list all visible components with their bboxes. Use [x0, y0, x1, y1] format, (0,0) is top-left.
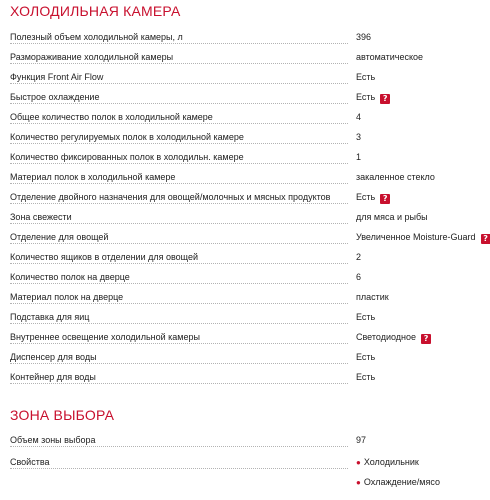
spec-value: [356, 131, 361, 143]
spec-row: [10, 109, 480, 129]
spec-label: Количество ящиков в отделении для овощей: [10, 252, 199, 262]
bullet-icon: ●: [356, 478, 361, 487]
dotted-separator: [10, 303, 348, 304]
spec-label: Количество регулируемых полок в холодильной камере: [10, 132, 244, 142]
spec-label: Количество полок на дверце: [10, 272, 130, 282]
spec-label: Объем зоны выбора: [10, 435, 96, 445]
spec-value-text: 4: [356, 112, 362, 122]
help-icon[interactable]: ?: [380, 194, 390, 204]
spec-value-text: закаленное стекло: [356, 172, 435, 182]
spec-row: [10, 289, 480, 309]
spec-value: [356, 71, 375, 83]
spec-label: Количество фиксированных полок в холодильн. камере: [10, 152, 244, 162]
spec-value-text: автоматическое: [356, 52, 424, 62]
dotted-separator: [10, 343, 348, 344]
spec-value-text: Есть: [356, 192, 376, 202]
spec-row: [10, 309, 480, 329]
spec-value: [356, 271, 361, 283]
dotted-separator: [10, 203, 348, 204]
spec-value-text: Есть: [356, 312, 376, 322]
spec-label: Материал полок на дверце: [10, 292, 124, 302]
help-icon[interactable]: ?: [481, 234, 490, 244]
dotted-separator: [10, 263, 348, 264]
spec-value: [356, 191, 390, 204]
spec-value-text: Есть: [356, 72, 376, 82]
spec-row-zone-properties-continued: [10, 474, 480, 494]
spec-value: [356, 111, 361, 123]
dotted-separator: [10, 43, 348, 44]
dotted-separator: [10, 63, 348, 64]
spec-value: 97: [356, 435, 367, 445]
spec-label: Материал полок в холодильной камере: [10, 172, 176, 182]
spec-row: [10, 169, 480, 189]
dotted-separator: [10, 83, 348, 84]
help-icon[interactable]: ?: [380, 94, 390, 104]
dotted-separator: [10, 283, 348, 284]
spec-row: [10, 269, 480, 289]
bullet-icon: ●: [356, 458, 361, 467]
spec-label: Размораживание холодильной камеры: [10, 52, 174, 62]
dotted-separator: [10, 243, 348, 244]
spec-label: Функция Front Air Flow: [10, 72, 104, 82]
dotted-separator: [10, 446, 348, 447]
spec-value: [356, 151, 361, 163]
spec-label: Зона свежести: [10, 212, 72, 222]
dotted-separator: [10, 468, 348, 469]
spec-label: Диспенсер для воды: [10, 352, 97, 362]
spec-value: [356, 331, 431, 344]
dotted-separator: [10, 383, 348, 384]
spec-value-text: Светодиодное: [356, 332, 417, 342]
property-item-label: Холодильник: [363, 457, 419, 467]
spec-value-text: 1: [356, 152, 362, 162]
spec-label: Подставка для яиц: [10, 312, 90, 322]
spec-row: [10, 29, 480, 49]
spec-row: [10, 229, 488, 249]
spec-value: [356, 91, 390, 104]
spec-row: [10, 149, 480, 169]
spec-value-text: 6: [356, 272, 362, 282]
spec-value-text: 3: [356, 132, 362, 142]
property-item-label: Охлаждение/мясо: [363, 477, 440, 487]
spec-row: [10, 209, 480, 229]
section-title-zone: ЗОНА ВЫБОРА: [10, 407, 115, 423]
spec-row: [10, 189, 480, 209]
spec-label: Отделение двойного назначения для овощей/молочных и мясных продуктов: [10, 192, 331, 202]
spec-row: [10, 249, 480, 269]
spec-row: [10, 49, 480, 69]
spec-value-text: Есть: [356, 372, 376, 382]
spec-value: [356, 311, 375, 323]
spec-row: [10, 69, 480, 89]
dotted-separator: [10, 103, 348, 104]
spec-value: [356, 231, 490, 244]
spec-row: [10, 349, 480, 369]
spec-row: [10, 129, 480, 149]
spec-label: Контейнер для воды: [10, 372, 96, 382]
spec-label: Внутреннее освещение холодильной камеры: [10, 332, 200, 342]
help-icon[interactable]: ?: [421, 334, 431, 344]
spec-label: Отделение для овощей: [10, 232, 109, 242]
spec-value: [356, 291, 389, 303]
spec-value-text: Есть: [356, 352, 376, 362]
spec-value-text: 2: [356, 252, 362, 262]
spec-label: Общее количество полок в холодильной камере: [10, 112, 213, 122]
spec-value: [356, 251, 361, 263]
spec-row: [10, 369, 480, 389]
spec-label: Полезный объем холодильной камеры, л: [10, 32, 183, 42]
dotted-separator: [10, 223, 348, 224]
dotted-separator: [10, 143, 348, 144]
spec-value: [356, 51, 423, 63]
spec-value-text: 396: [356, 32, 372, 42]
dotted-separator: [10, 323, 348, 324]
spec-value: [356, 31, 371, 43]
property-item: [356, 476, 440, 489]
spec-row-zone-properties: [10, 454, 480, 474]
spec-row: [10, 89, 480, 109]
spec-value: [356, 371, 375, 383]
spec-value-text: Есть: [356, 92, 376, 102]
dotted-separator: [10, 183, 348, 184]
spec-value: [356, 211, 428, 223]
spec-row: [10, 329, 480, 349]
section-title-fridge: ХОЛОДИЛЬНАЯ КАМЕРА: [10, 3, 181, 19]
property-item: [356, 456, 419, 469]
spec-value-text: Увеличенное Moisture-Guard: [356, 232, 476, 242]
dotted-separator: [10, 363, 348, 364]
spec-value: [356, 351, 375, 363]
dotted-separator: [10, 163, 348, 164]
spec-row-zone-volume: [10, 432, 480, 452]
dotted-separator: [10, 123, 348, 124]
spec-label: Свойства: [10, 457, 50, 467]
spec-label: Быстрое охлаждение: [10, 92, 100, 102]
spec-value: [356, 171, 435, 183]
spec-value-text: пластик: [356, 292, 389, 302]
spec-value-text: для мяса и рыбы: [356, 212, 428, 222]
